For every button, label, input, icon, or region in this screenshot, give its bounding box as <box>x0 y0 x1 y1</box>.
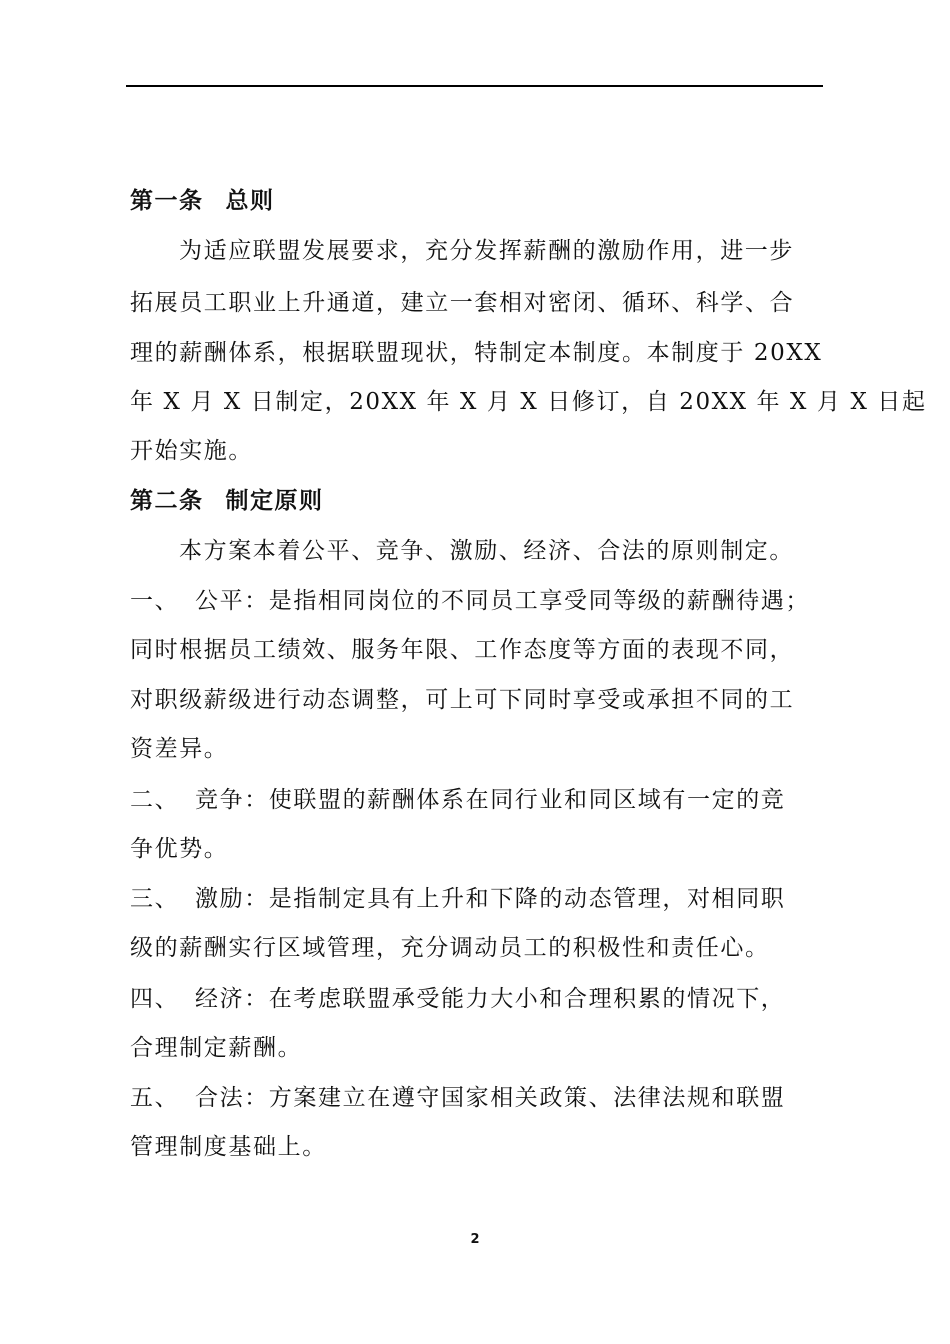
article2-intro: 本方案本着公平、竞争、激励、经济、合法的原则制定。 <box>179 538 794 564</box>
page-number: 2 <box>470 1232 480 1247</box>
principle-item-5 <box>130 1083 830 1113</box>
item-text: 公平：是指相同岗位的不同员工享受同等级的薪酬待遇； <box>195 588 810 614</box>
item-number: 二、 <box>130 787 180 813</box>
article2-number: 第二条 <box>130 488 204 514</box>
item-continuation: 级的薪酬实行区域管理，充分调动员工的积极性和责任心。 <box>130 935 770 961</box>
principle-item-3 <box>130 884 830 914</box>
principle-item-1 <box>130 586 830 616</box>
item-continuation: 管理制度基础上。 <box>130 1134 327 1160</box>
principle-item-2 <box>130 785 830 815</box>
principle-item-4 <box>130 984 830 1014</box>
item-continuation: 争优势。 <box>130 836 229 862</box>
item-continuation: 对职级薪级进行动态调整，可上可下同时享受或承担不同的工 <box>130 687 795 713</box>
item-text: 经济：在考虑联盟承受能力大小和合理积累的情况下， <box>195 986 786 1012</box>
item-continuation: 资差异。 <box>130 736 229 762</box>
article1-line-4: 年 X 月 X 日制定，20XX 年 X 月 X 日修订，自 20XX 年 X 月 X 日起 <box>130 389 927 415</box>
article1-title: 总则 <box>225 188 275 214</box>
article1-number: 第一条 <box>130 188 204 214</box>
item-continuation: 合理制定薪酬。 <box>130 1035 303 1061</box>
item-number: 五、 <box>130 1085 180 1111</box>
item-continuation: 同时根据员工绩效、服务年限、工作态度等方面的表现不同， <box>130 637 795 663</box>
item-number: 三、 <box>130 886 180 912</box>
item-text: 合法：方案建立在遵守国家相关政策、法律法规和联盟 <box>195 1085 786 1111</box>
article1-heading <box>130 186 830 216</box>
article2-title: 制定原则 <box>225 488 324 514</box>
header-rule <box>126 85 823 87</box>
article2-heading <box>130 486 830 516</box>
article1-line-3: 理的薪酬体系，根据联盟现状，特制定本制度。本制度于 20XX <box>130 340 823 366</box>
item-text: 竞争：使联盟的薪酬体系在同行业和同区域有一定的竞 <box>195 787 786 813</box>
article1-line-1: 为适应联盟发展要求，充分发挥薪酬的激励作用，进一步 <box>179 238 794 264</box>
item-number: 四、 <box>130 986 180 1012</box>
article1-line-2: 拓展员工职业上升通道，建立一套相对密闭、循环、科学、合 <box>130 290 795 316</box>
item-number: 一、 <box>130 588 180 614</box>
item-text: 激励：是指制定具有上升和下降的动态管理，对相同职 <box>195 886 786 912</box>
article1-line-5: 开始实施。 <box>130 438 253 464</box>
